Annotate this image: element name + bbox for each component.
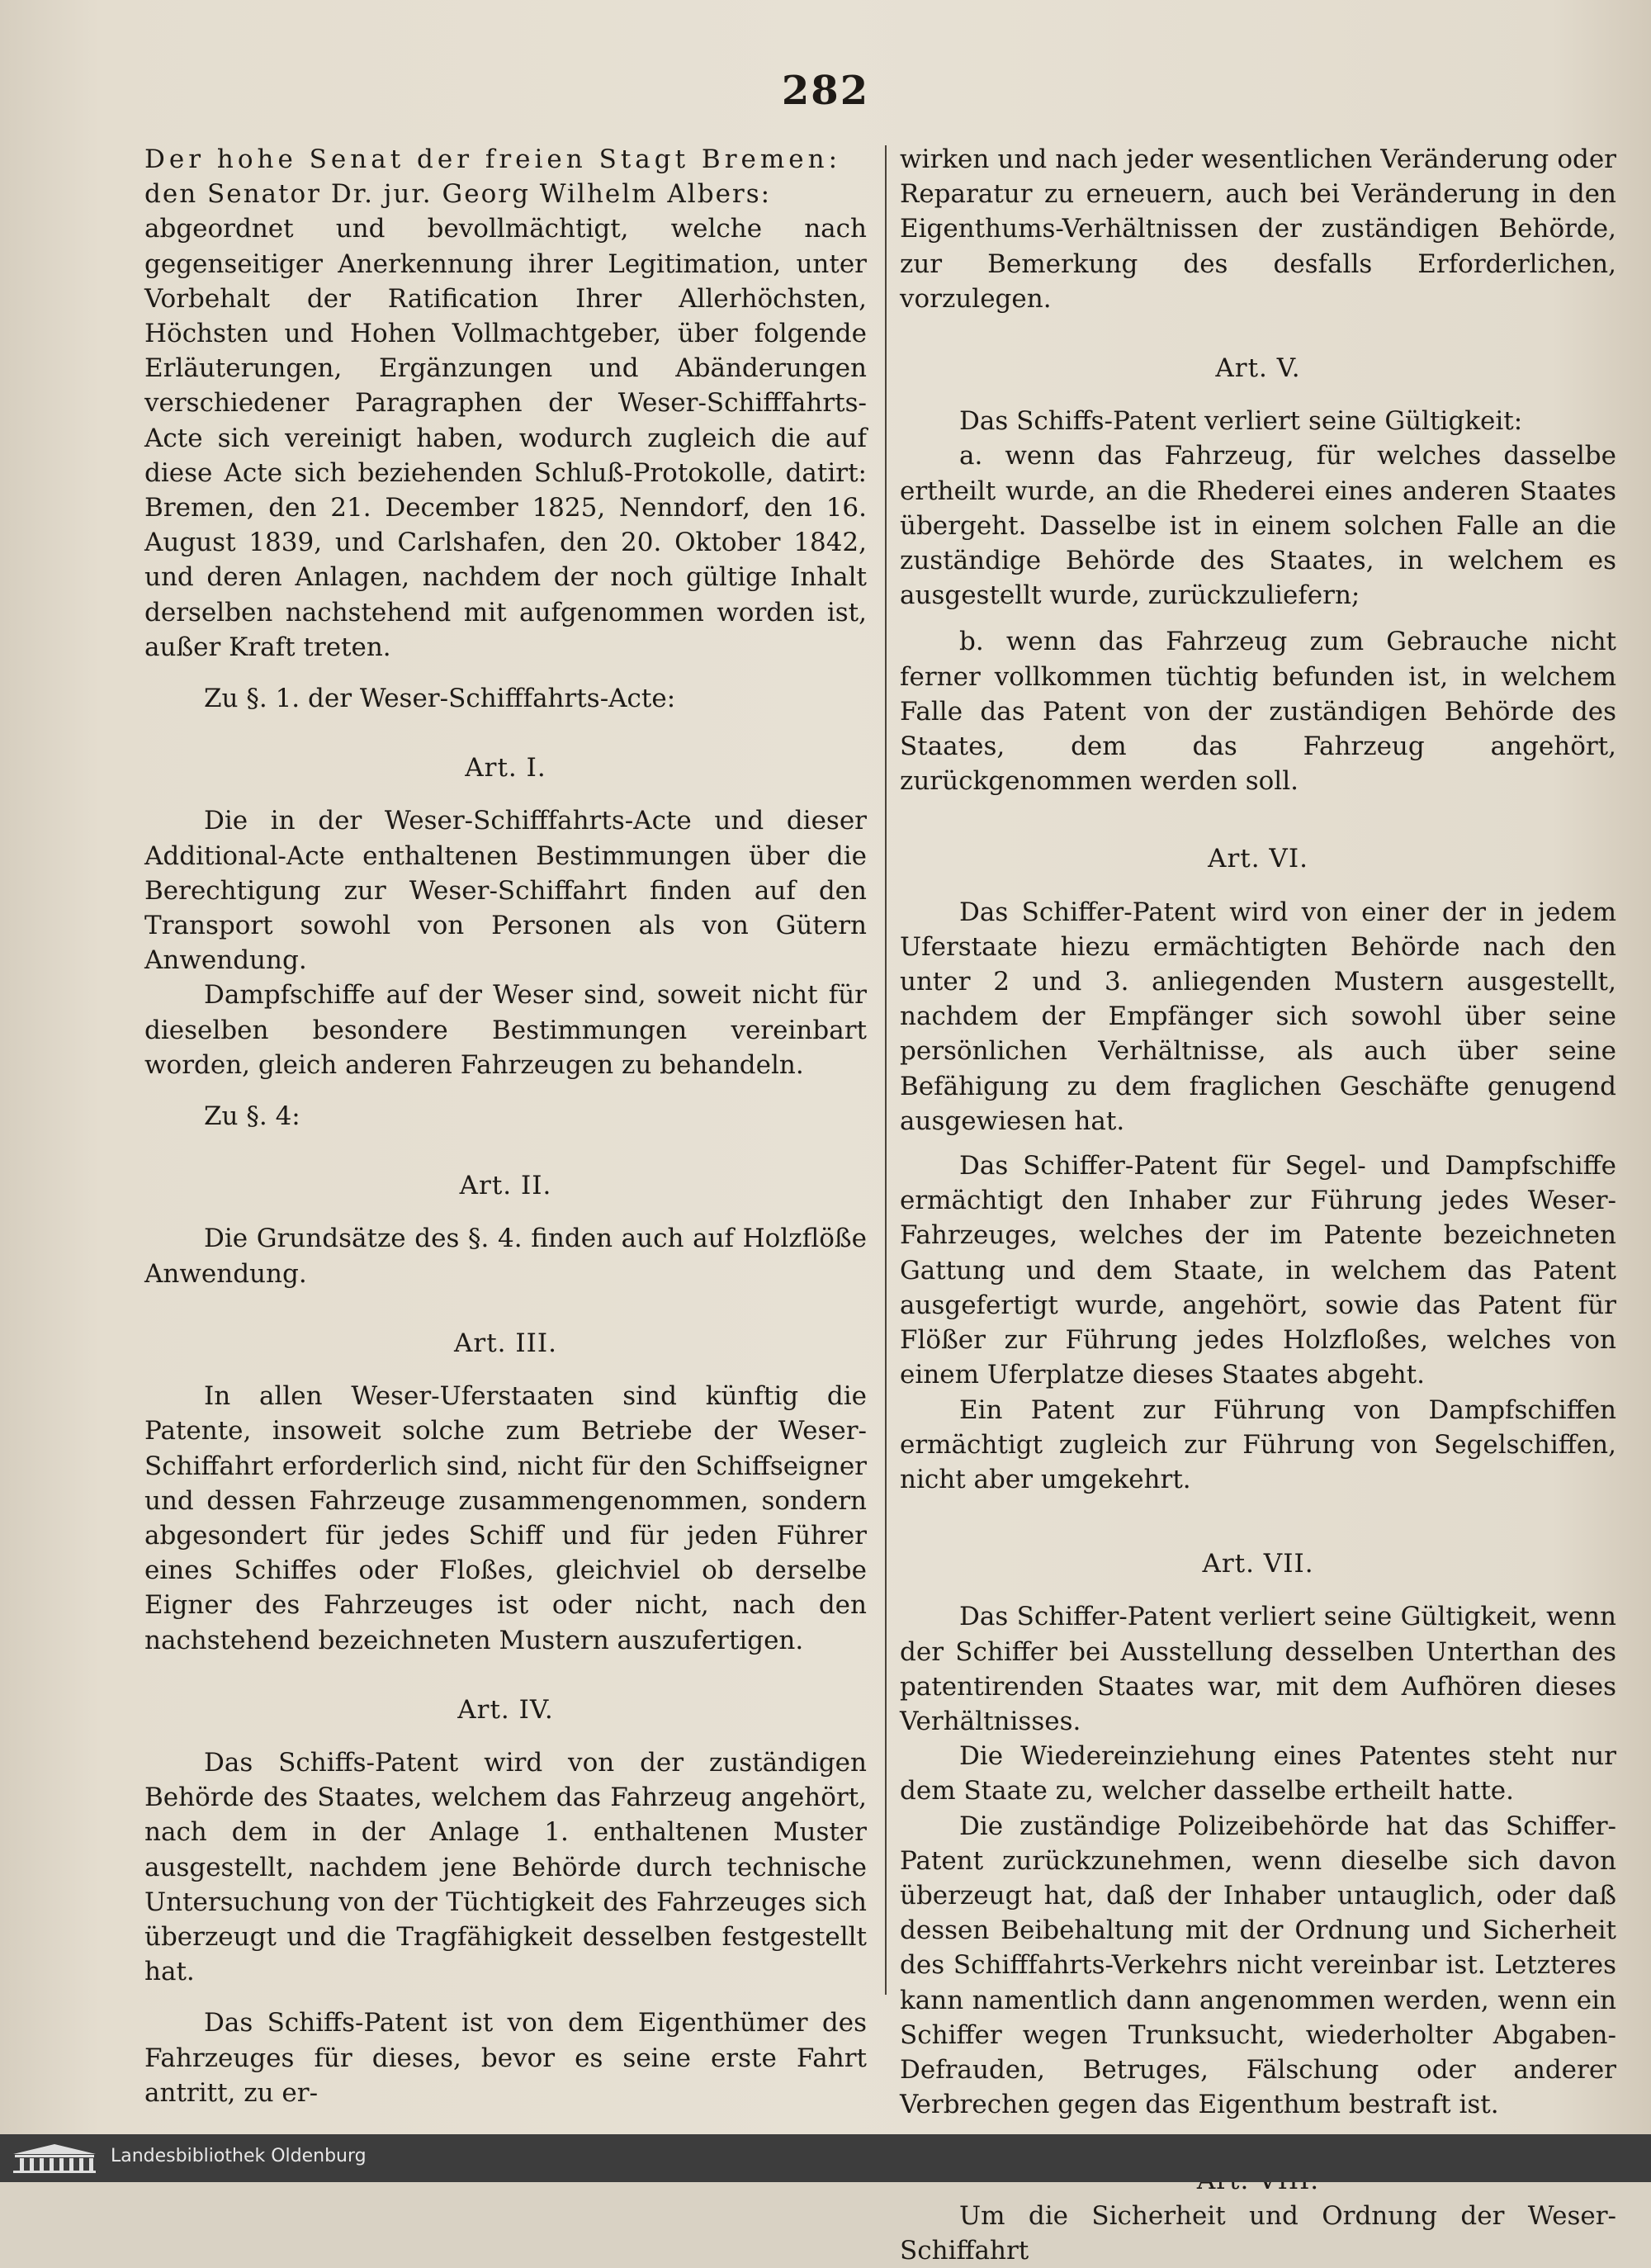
article-heading: Art. I. [465, 753, 546, 784]
paragraph: Ein Patent zur Führung von Dampfschiffen ermächtigt zugleich zur Führung von Segelschiffen, nicht aber umgekehrt. [900, 1394, 1616, 1494]
paragraph: Das Schiffs-Patent verliert seine Gültigkeit: [959, 406, 1523, 437]
article-heading: Art. III. [454, 1328, 557, 1358]
right-column [900, 142, 1616, 2268]
left-column [144, 142, 867, 2110]
paragraph: Das Schiffs-Patent wird von der zuständigen Behörde des Staates, welchem das Fahrzeug angehört, nach dem in der Anlage 1. enthaltenen Muster ausgestellt, nachdem jene Behörde durch technische Untersuchung von der Tüchtigkeit des Fahrzeuges sich überzeugt und die Tragfähigkeit desselben festgestellt hat. [144, 1747, 867, 1987]
paragraph: Das Schiffer-Patent wird von einer der in jedem Uferstaate hiezu ermächtigten Behörde nach den unter 2 und 3. anliegenden Mustern ausgestellt, nachdem der Empfänger sich sowohl über seine persönlichen Verhältnisse, als auch über seine Befähigung zu dem fraglichen Geschäfte genugend ausgewiesen hat. [900, 897, 1616, 1136]
article-heading: Art. VII. [1202, 1549, 1314, 1579]
list-item: b. wenn das Fahrzeug zum Gebrauche nicht ferner vollkommen tüchtig befunden ist, in welchem Falle das Patent von der zuständigen Behörde des Staates, dem das Fahrzeug angehört, zurückgenommen werden soll. [900, 627, 1616, 797]
article-heading: Art. VI. [1208, 844, 1308, 874]
section-reference: Zu §. 4: [204, 1101, 300, 1132]
article-heading: Art. IV. [457, 1694, 554, 1725]
senator-line: den Senator Dr. jur. Georg Wilhelm Albers: [144, 179, 772, 210]
column-divider [885, 145, 887, 1995]
paragraph: Die Wiedereinziehung eines Patentes steht nur dem Staate zu, welcher dasselbe ertheilt hatte. [900, 1741, 1616, 1806]
paragraph: Das Schiffs-Patent ist von dem Eigenthümer des Fahrzeuges für dieses, bevor es seine erste Fahrt antritt, zu er- [144, 2008, 867, 2108]
article-heading: Art. II. [459, 1171, 552, 1201]
paragraph: Dampfschiffe auf der Weser sind, soweit nicht für dieselben besondere Bestimmungen vereinbart worden, gleich anderen Fahrzeugen zu behandeln. [144, 980, 867, 1080]
paragraph: Um die Sicherheit und Ordnung der Weser-Schiffahrt [900, 2200, 1616, 2266]
list-item: a. wenn das Fahrzeug, für welches dasselbe ertheilt wurde, an die Rhederei eines anderen Staates übergeht. Dasselbe ist in einem solchen Falle an die zuständige Behörde des Staates, in welchem es ausgestellt wurde, zurückzuliefern; [900, 441, 1616, 611]
paragraph: Die Grundsätze des §. 4. finden auch auf Holzflöße Anwendung. [144, 1224, 867, 1289]
paragraph: Die zuständige Polizeibehörde hat das Schiffer-Patent zurückzunehmen, wenn dieselbe sich davon überzeugt hat, daß der Inhaber untauglich, oder daß dessen Beibehaltung mit der Ordnung und Sicherheit des Schifffahrts-Verkehrs nicht vereinbar ist. Letzteres kann namentlich dann angenommen werden, wenn ein Schiffer wegen Trunksucht, wiederholter Abgaben-Defrauden, Betruges, Fälschung oder anderer Verbrechen gegen das Eigenthum bestraft ist. [900, 1811, 1616, 2120]
paragraph: wirken und nach jeder wesentlichen Veränderung oder Reparatur zu erneuern, auch bei Veränderung in den Eigenthums-Verhältnissen der zuständigen Behörde, zur Bemerkung des desfalls Erforderlichen, vorzulegen. [900, 144, 1616, 314]
library-building-icon [10, 2143, 99, 2174]
library-name: Landesbibliothek Oldenburg [111, 2146, 367, 2166]
paragraph: Das Schiffer-Patent verliert seine Gültigkeit, wenn der Schiffer bei Ausstellung desselben Unterthan des patentirenden Staates war, mit dem Aufhören dieses Verhältnisses. [900, 1602, 1616, 1736]
opening-line: Der hohe Senat der freien Stagt Bremen: [144, 144, 842, 174]
article-heading: Art. V. [1215, 353, 1301, 384]
paragraph: abgeordnet und bevollmächtigt, welche nach gegenseitiger Anerkennung ihrer Legitimation, unter Vorbehalt der Ratification Ihrer Allerhöchsten, Höchsten und Hohen Vollmachtgeber, über folgende Erläuterungen, Ergänzungen und Abänderungen verschiedener Paragraphen der Weser-Schifffahrts-Acte sich vereinigt haben, wodurch zugleich die auf diese Acte sich beziehenden Schluß-Protokolle, datirt: Bremen, den 21. December 1825, Nenndorf, den 16. August 1839, und Carlshafen, den 20. Oktober 1842, und deren Anlagen, nachdem der noch gültige Inhalt derselben nachstehend mit aufgenommen worden ist, außer Kraft treten. [144, 214, 867, 662]
page-number: 282 [781, 68, 870, 114]
section-reference: Zu §. 1. der Weser-Schifffahrts-Acte: [204, 684, 676, 714]
footer-bar [0, 2134, 1651, 2182]
paragraph: Das Schiffer-Patent für Segel- und Dampfschiffe ermächtigt den Inhaber zur Führung jedes Weser-Fahrzeuges, welches der im Patente bezeichneten Gattung und dem Staate, in welchem das Patent ausgefertigt wurde, angehört, sowie das Patent für Flößer zur Führung jedes Holzfloßes, welches von einem Uferplatze dieses Staates abgeht. [900, 1151, 1616, 1390]
paragraph: In allen Weser-Uferstaaten sind künftig die Patente, insoweit solche zum Betriebe der Weser-Schiffahrt erforderlich sind, nicht für den Schiffseigner und dessen Fahrzeuge zusammengenommen, sondern abgesondert für jedes Schiff und für jeden Führer eines Schiffes oder Floßes, gleichviel ob derselbe Eigner des Fahrzeuges ist oder nicht, nach den nachstehend bezeichneten Mustern auszufertigen. [144, 1381, 867, 1655]
paragraph: Die in der Weser-Schifffahrts-Acte und dieser Additional-Acte enthaltenen Bestimmungen über die Berechtigung zur Weser-Schiffahrt finden auf den Transport sowohl von Personen als von Gütern Anwendung. [144, 806, 867, 976]
